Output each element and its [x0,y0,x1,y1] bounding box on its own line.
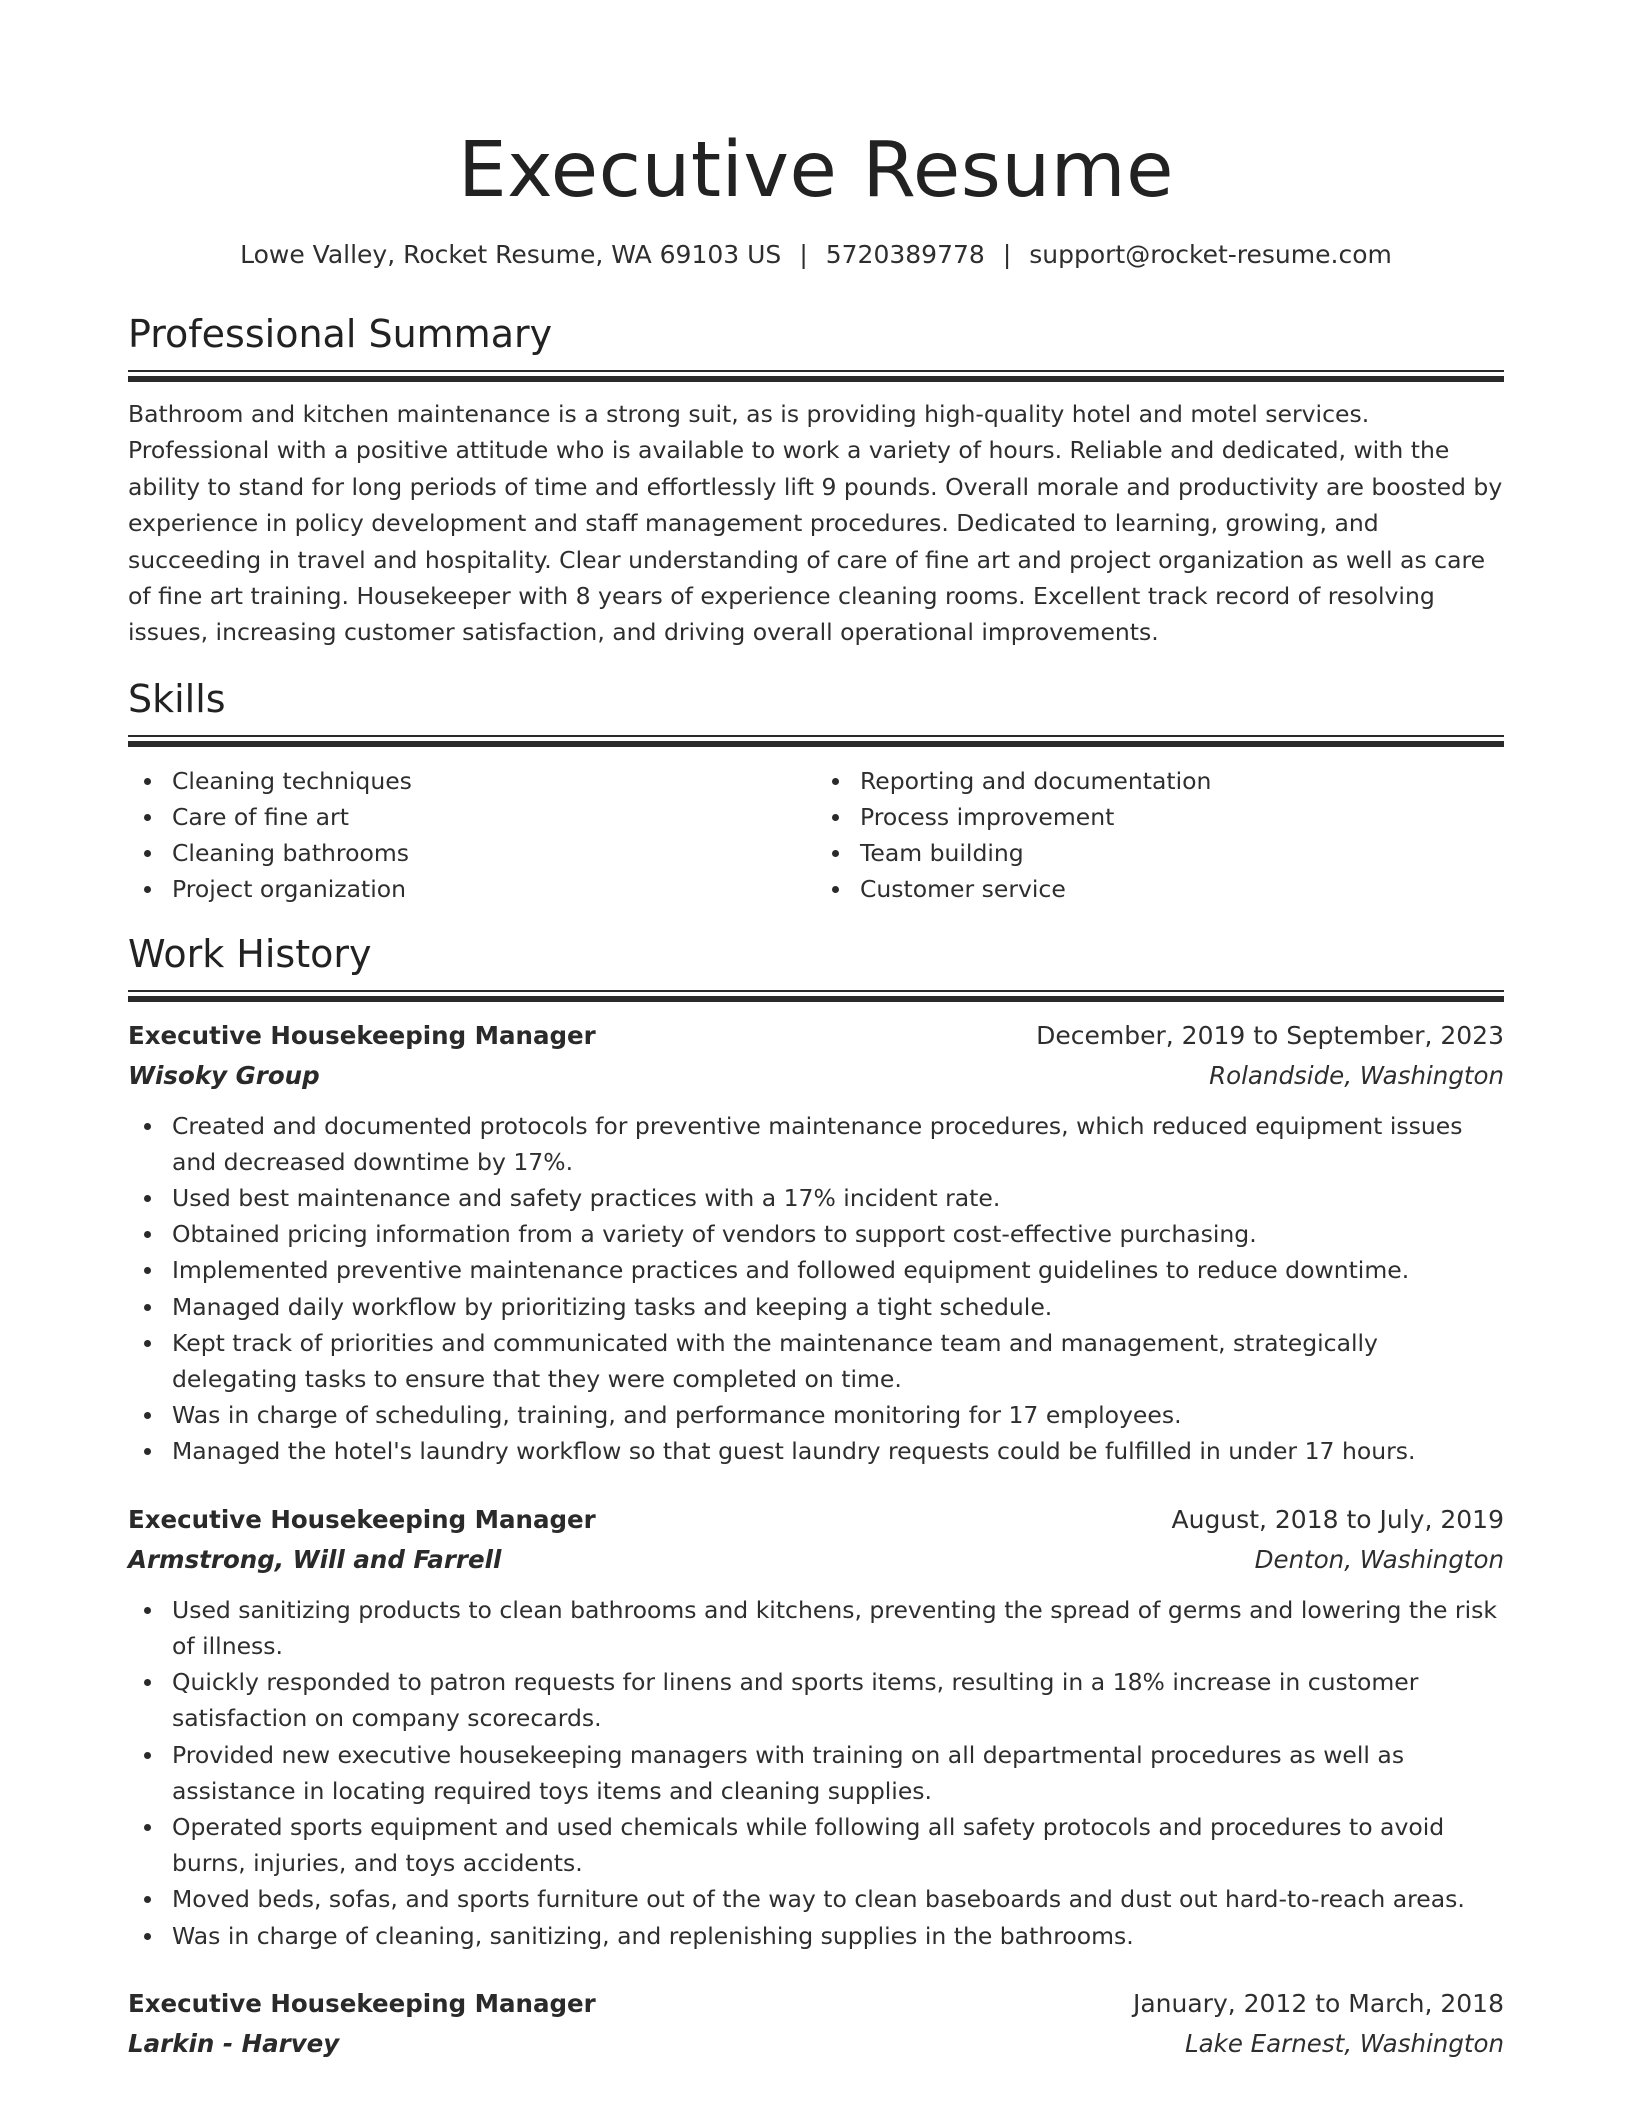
resume-name: Executive Resume [457,126,1175,215]
skills-right-list [816,763,1504,908]
section-title-skills: Skills [128,676,226,721]
job-bullet: Was in charge of cleaning, sanitizing, and replenishing supplies in the bathrooms. [128,1918,1504,1954]
job-dates: August, 2018 to July, 2019 [1171,1504,1504,1534]
skill-item: Cleaning techniques [128,763,816,799]
contact-separator: | [799,240,808,269]
job-bullet: Kept track of priorities and communicated with the maintenance team and management, strategically delegating tasks to ensure that they were completed on time. [128,1325,1504,1397]
job-entry [128,1500,1504,1954]
job-title: Executive Housekeeping Manager [128,1988,596,2018]
contact-phone: 5720389778 [825,240,985,269]
job-bullets [128,1592,1504,1954]
job-bullet: Provided new executive housekeeping managers with training on all departmental procedures as well as assistance in locating required toys items and cleaning supplies. [128,1737,1504,1809]
job-location: Denton, Washington [1254,1544,1504,1574]
skills-columns [128,763,1504,908]
section-divider [128,370,1504,382]
job-location: Rolandside, Washington [1209,1060,1504,1090]
job-bullet: Moved beds, sofas, and sports furniture out of the way to clean baseboards and dust out hard-to-reach areas. [128,1881,1504,1917]
skill-item: Process improvement [816,799,1504,835]
contact-separator: | [1002,240,1012,269]
job-dates: December, 2019 to September, 2023 [1036,1020,1504,1050]
section-title-work-history: Work History [128,931,372,976]
skills-left-list [128,763,816,908]
job-header-row [128,1984,1504,2024]
resume-page [128,0,1504,2064]
job-company-row [128,1540,1504,1580]
job-bullet: Operated sports equipment and used chemicals while following all safety protocols and procedures to avoid burns, injuries, and toys accidents. [128,1809,1504,1881]
job-bullet: Was in charge of scheduling, training, and performance monitoring for 17 employees. [128,1397,1504,1433]
job-company-row [128,1056,1504,1096]
job-bullet: Used sanitizing products to clean bathrooms and kitchens, preventing the spread of germs and lowering the risk of illness. [128,1592,1504,1664]
section-divider [128,990,1504,1002]
job-bullet: Managed the hotel's laundry workflow so that guest laundry requests could be fulfilled in under 17 hours. [128,1433,1504,1469]
job-header-row [128,1016,1504,1056]
job-company: Wisoky Group [128,1060,320,1090]
job-company-row [128,2024,1504,2064]
skill-item: Care of fine art [128,799,816,835]
job-bullets [128,1108,1504,1470]
contact-email: support@rocket-resume.com [1029,240,1392,269]
summary-text: Bathroom and kitchen maintenance is a strong suit, as is providing high-quality hotel and motel services. Professional with a positive attitude who is available to work a variety of hours. Reliable and dedicated, with the ability to stand for long periods of time and effortlessly lift 9 pounds. Overall morale and productivity are boosted by experience in policy development and staff management procedures. Dedicated to learning, growing, and succeeding in travel and hospitality. Clear understanding of care of fine art and project organization as well as care of fine art training. Housekeeper with 8 years of experience cleaning rooms. Excellent track record of resolving issues, increasing customer satisfaction, and driving overall operational improvements. [128,400,1503,647]
job-entry [128,1016,1504,1470]
skill-item: Team building [816,835,1504,871]
job-company: Larkin - Harvey [128,2028,340,2058]
job-header-row [128,1500,1504,1540]
job-location: Lake Earnest, Washington [1184,2028,1504,2058]
job-entry [128,1984,1504,2064]
contact-line [128,238,1504,272]
job-bullet: Managed daily workflow by prioritizing tasks and keeping a tight schedule. [128,1289,1504,1325]
job-bullet: Created and documented protocols for preventive maintenance procedures, which reduced equipment issues and decreased downtime by 17%. [128,1108,1504,1180]
section-divider [128,735,1504,747]
job-title: Executive Housekeeping Manager [128,1020,596,1050]
contact-address: Lowe Valley, Rocket Resume, WA 69103 US [240,240,782,269]
job-bullet: Implemented preventive maintenance practices and followed equipment guidelines to reduce downtime. [128,1252,1504,1288]
job-bullet: Quickly responded to patron requests for linens and sports items, resulting in a 18% increase in customer satisfaction on company scorecards. [128,1664,1504,1736]
skill-item: Reporting and documentation [816,763,1504,799]
job-company: Armstrong, Will and Farrell [128,1544,502,1574]
work-history-section [128,930,1504,2064]
skill-item: Customer service [816,871,1504,907]
summary-section [128,310,1504,651]
job-bullet: Used best maintenance and safety practices with a 17% incident rate. [128,1180,1504,1216]
section-title-summary: Professional Summary [128,312,553,356]
job-title: Executive Housekeeping Manager [128,1504,596,1534]
job-dates: January, 2012 to March, 2018 [1132,1988,1504,2018]
skill-item: Project organization [128,871,816,907]
skill-item: Cleaning bathrooms [128,835,816,871]
skills-section [128,675,1504,908]
job-bullet: Obtained pricing information from a variety of vendors to support cost-effective purchasing. [128,1216,1504,1252]
